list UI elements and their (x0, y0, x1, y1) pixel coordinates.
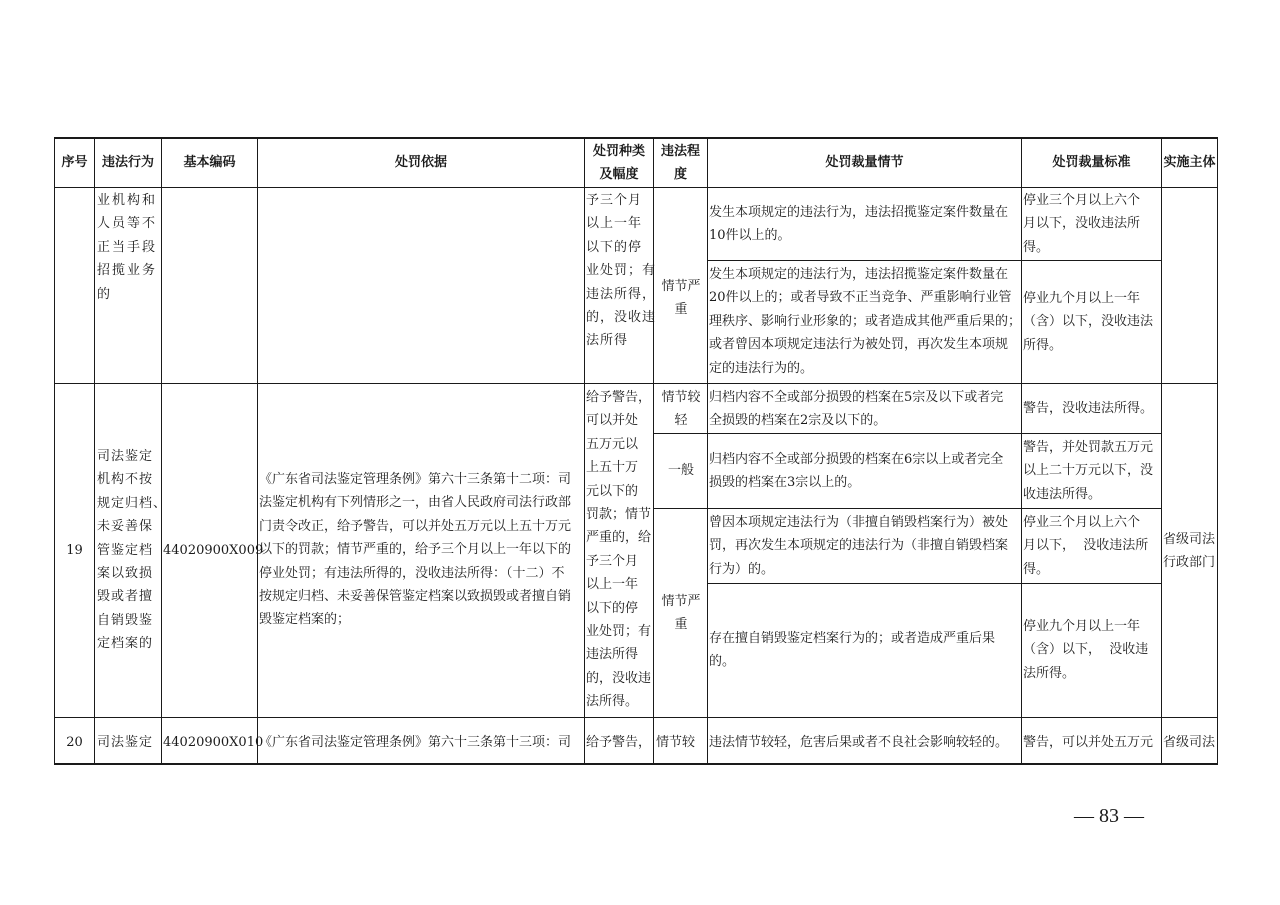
cell-row-number: 20 (66, 735, 83, 750)
header-basis: 处罚依据 (394, 155, 447, 170)
row-divider (707, 583, 1162, 584)
row-divider (54, 383, 1218, 384)
column-divider (1021, 137, 1022, 764)
cell-circumstance: 存在擅自销毁鉴定档案行为的；或者造成严重后果 的。 (709, 631, 996, 670)
cell-standard: 警告，并处罚款五万元 以上二十万元以下，没 收违法所得。 (1023, 440, 1154, 502)
header-standard: 处罚裁量标准 (1052, 155, 1131, 170)
cell-standard: 停业三个月以上六个 月以下，没收违法所 得。 (1023, 193, 1141, 255)
header-penalty-kind: 处罚种类 及幅度 (592, 143, 645, 182)
cell-penalty-kind-cont: 予三个月 以上一年 以下的停 业处罚；有 违法所得， 的，没收违 法所得 (586, 193, 657, 349)
column-divider (257, 137, 258, 764)
cell-circumstance: 发生本项规定的违法行为，违法招揽鉴定案件数量在 10件以上的。 (709, 205, 1009, 244)
page-number: — 83 — (1074, 805, 1144, 827)
cell-standard: 停业九个月以上一年 （含）以下， 没收违 法所得。 (1023, 619, 1149, 681)
cell-degree-general: 一般 (667, 463, 694, 478)
header-divider (54, 187, 1218, 188)
cell-violation-cont: 业机构和 人员等不 正当手段 招揽业务 的 (97, 193, 158, 302)
cell-standard: 警告，没收违法所得。 (1023, 401, 1154, 416)
header-circumstance: 处罚裁量情节 (825, 155, 904, 170)
header-code: 基本编码 (183, 155, 236, 170)
cell-basis: 《广东省司法鉴定管理条例》第六十三条第十二项：司 法鉴定机构有下列情形之一，由省人民政府司法行政部 门责令改正，给予警告，可以并处五万元以上五十万元 以下的罚款；情节严重的，给予三个月以上一年以下的 停业处罚；有违法所得的，没收违法所得：（十二）不 按规定归档、未妥善保管鉴定档案以致损毁或者擅自销 毁鉴定档案的； (259, 472, 572, 628)
cell-penalty-kind: 给予警告， (586, 735, 652, 750)
row-divider (54, 717, 1218, 718)
cell-degree-serious: 情节严 重 (661, 594, 701, 633)
table-border-right (1217, 137, 1218, 764)
header-violation: 违法行为 (101, 155, 154, 170)
cell-circumstance: 归档内容不全或部分损毁的档案在5宗及以下或者完 全损毁的档案在2宗及以下的。 (709, 390, 1004, 429)
cell-authority: 省级司法 (1163, 735, 1216, 750)
row-divider (653, 508, 1162, 509)
cell-circumstance: 违法情节较轻，危害后果或者不良社会影响较轻的。 (709, 735, 1009, 750)
cell-violation: 司法鉴定 机构不按 规定归档、 未妥善保 管鉴定档 案以致损 毁或者擅 自销毁鉴 定档案的 (97, 449, 168, 652)
cell-standard: 停业三个月以上六个 月以下， 没收违法所 得。 (1023, 515, 1149, 577)
cell-circumstance: 归档内容不全或部分损毁的档案在6宗以上或者完全 损毁的档案在3宗以上的。 (709, 452, 1004, 491)
row-divider (653, 433, 1162, 434)
cell-code: 44020900X009 (163, 543, 264, 558)
column-divider (584, 137, 585, 764)
cell-basis: 《广东省司法鉴定管理条例》第六十三条第十三项：司 (259, 735, 572, 750)
header-no: 序号 (61, 155, 88, 170)
cell-circumstance: 曾因本项规定违法行为（非擅自销毁档案行为）被处 罚，再次发生本项规定的违法行为（非擅自销毁档案 行为）的。 (709, 515, 1009, 577)
cell-code: 44020900X010 (163, 735, 264, 750)
cell-standard: 停业九个月以上一年 （含）以下，没收违法 所得。 (1023, 291, 1154, 353)
cell-circumstance: 发生本项规定的违法行为，违法招揽鉴定案件数量在 20件以上的；或者导致不正当竞争、严重影响行业管 理秩序、影响行业形象的；或者造成其他严重后果的； 或者曾因本项规定违法行为被处罚，再次发生本项规 定的违法行为的。 (709, 267, 1022, 376)
cell-degree-minor: 情节较 (656, 735, 696, 750)
row-divider (707, 260, 1162, 261)
column-divider (707, 137, 708, 764)
column-divider (94, 137, 95, 764)
cell-row-number: 19 (66, 543, 83, 558)
table-border-bottom (54, 763, 1218, 765)
header-degree: 违法程 度 (660, 143, 700, 182)
cell-standard: 警告，可以并处五万元 (1023, 735, 1154, 750)
header-authority: 实施主体 (1163, 155, 1216, 170)
table-border-left (54, 137, 55, 764)
cell-degree-serious: 情节严 重 (661, 279, 701, 318)
cell-violation: 司法鉴定 (97, 735, 154, 750)
cell-degree-minor: 情节较 轻 (661, 390, 701, 429)
cell-penalty-kind: 给予警告， 可以并处 五万元以 上五十万 元以下的 罚款；情节 严重的，给 予三个月 以上一年 以下的停 业处罚；有 违法所得 的，没收违 法所得。 (586, 390, 652, 710)
column-divider (1161, 137, 1162, 764)
cell-authority: 省级司法 行政部门 (1163, 532, 1216, 571)
